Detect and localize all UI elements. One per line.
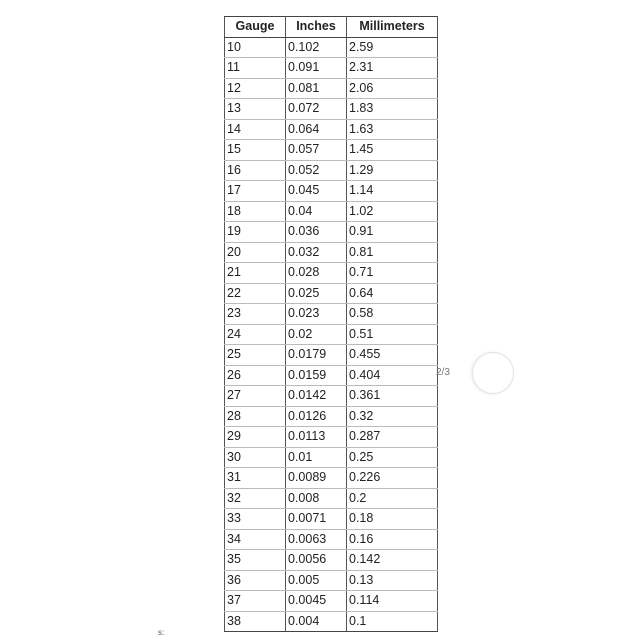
cell-millimeters: 0.404 — [347, 365, 438, 386]
cell-gauge: 14 — [225, 119, 286, 140]
table-row — [225, 345, 438, 366]
cell-millimeters: 1.45 — [347, 140, 438, 161]
cell-gauge: 12 — [225, 78, 286, 99]
cell-inches: 0.0159 — [286, 365, 347, 386]
cell-millimeters: 0.361 — [347, 386, 438, 407]
cell-inches: 0.102 — [286, 37, 347, 58]
table-row — [225, 406, 438, 427]
cell-gauge: 30 — [225, 447, 286, 468]
cell-inches: 0.01 — [286, 447, 347, 468]
cell-millimeters: 0.71 — [347, 263, 438, 284]
scan-mark: s: — [158, 628, 165, 637]
cell-gauge: 21 — [225, 263, 286, 284]
table-row — [225, 37, 438, 58]
table-row — [225, 427, 438, 448]
cell-gauge: 20 — [225, 242, 286, 263]
cell-gauge: 29 — [225, 427, 286, 448]
cell-inches: 0.052 — [286, 160, 347, 181]
page-indicator: 2/3 — [436, 367, 450, 378]
cell-millimeters: 0.81 — [347, 242, 438, 263]
cell-millimeters: 1.83 — [347, 99, 438, 120]
cell-gauge: 31 — [225, 468, 286, 489]
cell-millimeters: 2.06 — [347, 78, 438, 99]
cell-gauge: 11 — [225, 58, 286, 79]
cell-inches: 0.004 — [286, 611, 347, 632]
cell-inches: 0.005 — [286, 570, 347, 591]
header-gauge: Gauge — [225, 17, 286, 38]
table-row — [225, 160, 438, 181]
cell-gauge: 15 — [225, 140, 286, 161]
cell-gauge: 28 — [225, 406, 286, 427]
cell-inches: 0.072 — [286, 99, 347, 120]
cell-millimeters: 1.29 — [347, 160, 438, 181]
table-row — [225, 550, 438, 571]
cell-gauge: 13 — [225, 99, 286, 120]
cell-inches: 0.091 — [286, 58, 347, 79]
cell-gauge: 19 — [225, 222, 286, 243]
table-row — [225, 386, 438, 407]
cell-gauge: 37 — [225, 591, 286, 612]
table-row — [225, 468, 438, 489]
cell-gauge: 22 — [225, 283, 286, 304]
table-row — [225, 263, 438, 284]
cell-gauge: 32 — [225, 488, 286, 509]
table-row — [225, 591, 438, 612]
table-row — [225, 529, 438, 550]
cell-gauge: 17 — [225, 181, 286, 202]
cell-millimeters: 0.51 — [347, 324, 438, 345]
cell-inches: 0.023 — [286, 304, 347, 325]
cell-gauge: 18 — [225, 201, 286, 222]
cell-millimeters: 1.14 — [347, 181, 438, 202]
table-row — [225, 222, 438, 243]
table-row — [225, 447, 438, 468]
cell-millimeters: 0.2 — [347, 488, 438, 509]
cell-gauge: 26 — [225, 365, 286, 386]
cell-inches: 0.057 — [286, 140, 347, 161]
cell-millimeters: 1.02 — [347, 201, 438, 222]
cell-gauge: 34 — [225, 529, 286, 550]
cell-inches: 0.025 — [286, 283, 347, 304]
cell-gauge: 16 — [225, 160, 286, 181]
cell-millimeters: 0.142 — [347, 550, 438, 571]
cell-inches: 0.04 — [286, 201, 347, 222]
table-row — [225, 570, 438, 591]
cell-inches: 0.008 — [286, 488, 347, 509]
cell-gauge: 23 — [225, 304, 286, 325]
cell-millimeters: 0.18 — [347, 509, 438, 530]
table-row — [225, 119, 438, 140]
table-row — [225, 283, 438, 304]
cell-inches: 0.0063 — [286, 529, 347, 550]
cell-inches: 0.0071 — [286, 509, 347, 530]
cell-millimeters: 0.58 — [347, 304, 438, 325]
cell-millimeters: 0.64 — [347, 283, 438, 304]
cell-gauge: 24 — [225, 324, 286, 345]
gauge-conversion-table — [224, 16, 438, 632]
table-row — [225, 140, 438, 161]
table-row — [225, 58, 438, 79]
table-row — [225, 611, 438, 632]
cell-millimeters: 0.91 — [347, 222, 438, 243]
cell-inches: 0.081 — [286, 78, 347, 99]
cell-inches: 0.0179 — [286, 345, 347, 366]
cell-inches: 0.032 — [286, 242, 347, 263]
cell-inches: 0.0056 — [286, 550, 347, 571]
table-row — [225, 201, 438, 222]
cell-millimeters: 1.63 — [347, 119, 438, 140]
cell-inches: 0.02 — [286, 324, 347, 345]
cell-millimeters: 2.59 — [347, 37, 438, 58]
cell-inches: 0.0126 — [286, 406, 347, 427]
table-row — [225, 99, 438, 120]
cell-inches: 0.0113 — [286, 427, 347, 448]
table-row — [225, 488, 438, 509]
cell-millimeters: 0.16 — [347, 529, 438, 550]
table-body — [225, 37, 438, 632]
cell-inches: 0.0142 — [286, 386, 347, 407]
cell-gauge: 27 — [225, 386, 286, 407]
table-row — [225, 304, 438, 325]
cell-inches: 0.036 — [286, 222, 347, 243]
cell-inches: 0.0045 — [286, 591, 347, 612]
cell-gauge: 33 — [225, 509, 286, 530]
cell-gauge: 36 — [225, 570, 286, 591]
next-slide-button[interactable] — [472, 352, 514, 394]
cell-gauge: 35 — [225, 550, 286, 571]
cell-inches: 0.0089 — [286, 468, 347, 489]
cell-millimeters: 0.1 — [347, 611, 438, 632]
header-inches: Inches — [286, 17, 347, 38]
cell-millimeters: 0.32 — [347, 406, 438, 427]
cell-millimeters: 0.455 — [347, 345, 438, 366]
table-row — [225, 181, 438, 202]
cell-millimeters: 0.114 — [347, 591, 438, 612]
cell-millimeters: 2.31 — [347, 58, 438, 79]
cell-millimeters: 0.226 — [347, 468, 438, 489]
table-row — [225, 509, 438, 530]
cell-millimeters: 0.13 — [347, 570, 438, 591]
cell-millimeters: 0.287 — [347, 427, 438, 448]
cell-inches: 0.045 — [286, 181, 347, 202]
cell-millimeters: 0.25 — [347, 447, 438, 468]
table-row — [225, 324, 438, 345]
table-row — [225, 78, 438, 99]
cell-gauge: 10 — [225, 37, 286, 58]
cell-inches: 0.028 — [286, 263, 347, 284]
table-row — [225, 365, 438, 386]
table-row — [225, 242, 438, 263]
cell-inches: 0.064 — [286, 119, 347, 140]
cell-gauge: 25 — [225, 345, 286, 366]
cell-gauge: 38 — [225, 611, 286, 632]
table-header-row — [225, 17, 438, 38]
header-millimeters: Millimeters — [347, 17, 438, 38]
